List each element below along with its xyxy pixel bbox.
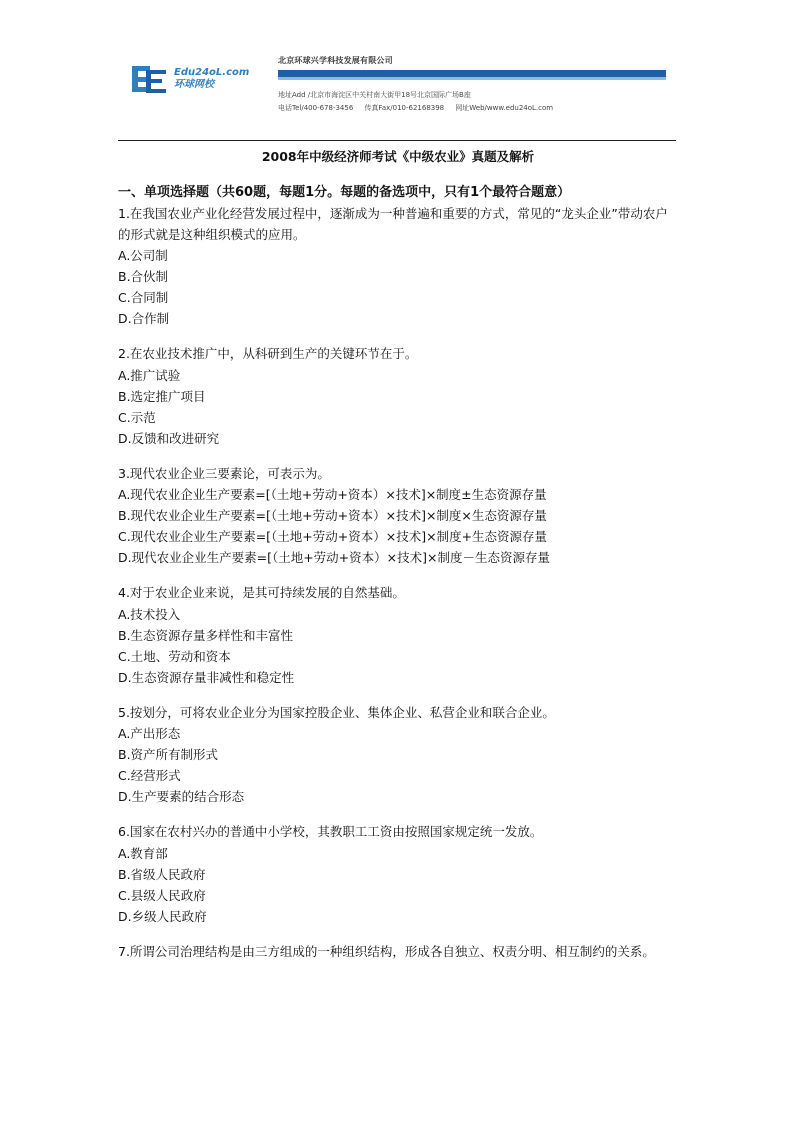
question-item [118,822,678,942]
logo-text [174,67,249,91]
answer-option: A.教育部 [118,845,168,861]
answer-option: C.经营形式 [118,768,181,783]
question-item [118,942,678,963]
answer-option: D.现代农业企业生产要素=[（土地+劳动+资本）×技术]×制度－生态资源存量 [118,550,550,565]
question-spacer [118,449,678,464]
web-label: 网址Web [455,104,485,112]
answer-option: D.合作制 [118,311,170,326]
header-band [278,70,666,77]
question-text: 1.在我国农业产业化经营发展过程中，逐渐成为一种普遍和重要的方式，常见的“龙头企业”带动农户的形式就是这种组织模式的应用。 [118,206,668,242]
header-divider [118,140,676,141]
question-spacer [118,927,678,942]
logo-brand: Edu24oL.com [174,67,250,78]
company-name: 北京环球兴学科技发展有限公司 [278,56,393,65]
answer-option: C.县级人民政府 [118,887,206,903]
question-item [118,703,678,823]
question-spacer [118,568,678,583]
answer-option: A.技术投入 [118,606,181,622]
question-item [118,464,678,584]
answer-option: A.推广试验 [118,367,181,383]
section-heading: 一、单项选择题（共60题，每题1分。每题的备选项中，只有1个最符合题意） [118,185,571,200]
page-header [0,0,794,130]
answer-option: D.乡级人民政府 [118,908,207,924]
contact-line2 [278,102,553,115]
answer-option: A.公司制 [118,248,168,263]
answer-option: B.合伙制 [118,269,169,284]
document-body [118,146,678,962]
answer-option: A.现代农业企业生产要素=[（土地+劳动+资本）×技术]×制度±生态资源存量 [118,487,547,502]
answer-option: C.示范 [118,409,156,425]
answer-option: B.选定推广项目 [118,388,206,404]
answer-option: B.省级人民政府 [118,866,206,882]
answer-option: B.资产所有制形式 [118,747,219,762]
question-spacer [118,807,678,822]
logo [132,64,282,98]
answer-option: D.反馈和改进研究 [118,430,220,446]
answer-option: C.合同制 [118,290,169,305]
logo-brand-cn: 环球网校 [174,79,214,90]
edu24ol-logo-icon [132,64,168,96]
fax-label: 传真Fax [364,104,391,112]
answer-option: D.生态资源存量非减性和稳定性 [118,669,295,685]
question-text: 3.现代农业企业三要素论，可表示为。 [118,465,330,481]
question-list [118,204,678,962]
document-title: 2008年中级经济师考试《中级农业》真题及解析 [261,149,535,164]
question-item [118,344,678,464]
tel-value: /400-678-3456 [301,104,354,112]
contact-address: 地址Add /北京市海淀区中关村南大街甲18号北京国际广场B座 [278,91,471,99]
question-text: 7.所谓公司治理结构是由三方组成的一种组织结构，形成各自独立、权责分明、相互制约的关系。 [118,943,655,959]
answer-option: A.产出形态 [118,726,181,741]
answer-option: C.现代农业企业生产要素=[（土地+劳动+资本）×技术]×制度+生态资源存量 [118,529,548,544]
contact-info [278,89,553,115]
answer-option: C.土地、劳动和资本 [118,648,231,664]
answer-option: D.生产要素的结合形态 [118,789,245,804]
question-item [118,583,678,703]
question-text: 6.国家在农村兴办的普通中小学校，其教职工工资由按照国家规定统一发放。 [118,824,543,839]
tel-label: 电话Tel [278,104,302,112]
fax-value: /010-62168398 [390,104,445,112]
question-text: 2.在农业技术推广中，从科研到生产的关键环节在于。 [118,346,418,361]
answer-option: B.现代农业企业生产要素=[（土地+劳动+资本）×技术]×制度×生态资源存量 [118,508,547,523]
question-spacer [118,329,678,344]
answer-option: B.生态资源存量多样性和丰富性 [118,627,294,643]
question-text: 4.对于农业企业来说，是其可持续发展的自然基础。 [118,585,405,600]
web-value: /www.edu24oL.com [484,104,554,112]
header-band-light [278,77,666,80]
question-spacer [118,688,678,703]
question-item [118,204,678,344]
question-text: 5.按划分，可将农业企业分为国家控股企业、集体企业、私营企业和联合企业。 [118,704,555,720]
